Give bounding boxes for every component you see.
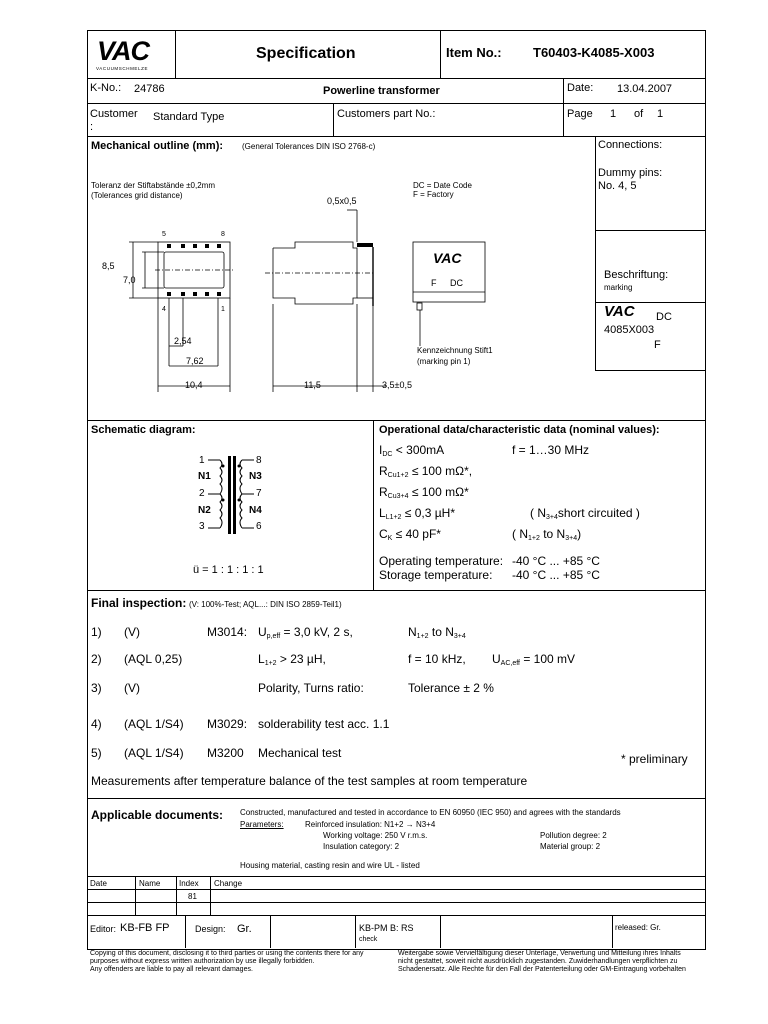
logo-text: VAC <box>97 36 150 66</box>
dummy-pins-value: No. 4, 5 <box>598 180 637 192</box>
customer-colon: : <box>90 121 94 133</box>
change-header-date: Date <box>90 879 107 888</box>
pin-5-label: 5 <box>162 231 166 238</box>
frequency-spec: f = 1…30 MHz <box>512 443 590 457</box>
document-title: Specification <box>256 45 356 62</box>
pin-4-label: 4 <box>162 306 166 313</box>
idc-spec: $I_{DC} < 300mA$ <box>379 443 445 458</box>
date-value: 13.04.2007 <box>617 83 673 95</box>
dummy-pins-label: Dummy pins: <box>598 167 663 179</box>
k-number-label: K-No.: <box>90 82 122 94</box>
mechanical-tolerance-note: (General Tolerances DIN ISO 2768-c) <box>242 142 376 151</box>
top-view-logo: VAC <box>433 250 462 266</box>
schem-pin-6: 6 <box>256 521 262 532</box>
editor-label: Editor: <box>90 924 117 934</box>
item-number-value: T60403-K4085-X003 <box>533 45 655 60</box>
material-group: Material group: 2 <box>540 842 601 851</box>
change-header-index: Index <box>179 879 199 888</box>
design-value: Gr. <box>237 923 252 935</box>
top-view-factory: F <box>431 278 437 288</box>
final-inspection-note: (V: 100%-Test; AQL...: DIN ISO 2859-Teil1) <box>189 600 342 609</box>
winding-n3: N3 <box>249 471 262 482</box>
test-3-tolerance: Tolerance ± 2 % <box>408 681 494 695</box>
test-1-windings: $N_{1+2}$ to $N_{3+4}$ <box>408 625 466 640</box>
pin-1-label: 1 <box>221 306 225 313</box>
label-datecode: DC <box>656 311 672 323</box>
dim-pin-length: 3,5±0,5 <box>382 380 412 390</box>
test-2-qual: (AQL 0,25) <box>124 652 183 666</box>
turns-ratio: ü = 1 : 1 : 1 : 1 <box>193 564 264 576</box>
schem-pin-1: 1 <box>199 455 205 466</box>
marking-pin-de: Kennzeichnung Stift1 <box>417 346 493 355</box>
check-label: check <box>359 936 378 943</box>
label-factory: F <box>654 339 661 351</box>
test-4-number: 4) <box>91 717 102 731</box>
change-row-index: 81 <box>188 892 197 901</box>
test-1-number: 1) <box>91 625 102 639</box>
beschriftung-label: Beschriftung: <box>604 269 669 281</box>
mechanical-drawing <box>87 136 595 420</box>
winding-n2: N2 <box>198 505 211 516</box>
dim-pitch: 2,54 <box>174 336 192 346</box>
test-3-description: Polarity, Turns ratio: <box>258 681 364 695</box>
dim-height-outer: 8,5 <box>102 261 115 271</box>
working-voltage: Working voltage: 250 V r.m.s. <box>323 831 428 840</box>
preliminary-note: * preliminary <box>621 752 688 766</box>
coupling-capacitance-spec: $C_K \le 40$ pF* <box>379 527 441 542</box>
applicable-standards: Constructed, manufactured and tested in accordance to EN 60950 (IEC 950) and agrees with the standards <box>240 808 621 817</box>
schem-pin-2: 2 <box>199 488 205 499</box>
page-of: of <box>634 108 644 120</box>
insulation-category: Insulation category: 2 <box>323 842 400 851</box>
schem-pin-3: 3 <box>199 521 205 532</box>
schem-pin-8: 8 <box>256 455 262 466</box>
dim-row-spacing: 7,62 <box>186 356 204 366</box>
test-2-voltage: $U_{AC,eff} = 100$ mV <box>492 652 576 667</box>
measurements-note: Measurements after temperature balance of the test samples at room temperature <box>91 774 528 788</box>
final-inspection-heading: Final inspection: <box>91 596 187 610</box>
customer-value: Standard Type <box>153 111 225 123</box>
test-5-description: Mechanical test <box>258 746 342 760</box>
copyright-en-3: Any offenders are liable to pay all relevant damages. <box>90 966 253 973</box>
marking-pin-en: (marking pin 1) <box>417 357 471 366</box>
copyright-de-1: Weitergabe sowie Vervielfältigung dieser Unterlage, Verwertung und Mitteilung ihres Inhalts <box>398 950 681 957</box>
date-code-note: DC = Date Code <box>413 181 472 190</box>
copyright-de-3: Schadenersatz. Alle Rechte für den Fall der Patenterteilung oder GM-Eintragung vorbehalten <box>398 966 686 973</box>
test-1-code: M3014: <box>207 625 248 639</box>
test-1-voltage: $U_{p,eff} = 3,0$ kV, 2 s, <box>258 625 353 640</box>
copyright-en-1: Copying of this document, disclosing it to third parties or using the contents there for any <box>90 950 364 957</box>
product-name: Powerline transformer <box>323 85 440 97</box>
pollution-degree: Pollution degree: 2 <box>540 831 607 840</box>
operating-temp-value: -40 °C ... +85 °C <box>512 554 600 568</box>
test-2-inductance: $L_{1+2} > 23$ µH, <box>258 652 326 667</box>
page-number: 1 <box>610 108 617 120</box>
schematic-heading: Schematic diagram: <box>91 424 196 436</box>
marking-label: marking <box>604 283 633 292</box>
coupling-capacitance-note: ( $N_{1+2}$ to $N_{3+4}$) <box>512 527 582 542</box>
editor-value: KB-FB FP <box>120 922 170 934</box>
customers-part-label: Customers part No.: <box>337 108 436 120</box>
storage-temp-value: -40 °C ... +85 °C <box>512 568 600 582</box>
copyright-de-2: nicht gestattet, soweit nicht ausdrücklich zugestanden. Zuwiderhandlungen verpflichten zu <box>398 958 678 965</box>
design-label: Design: <box>195 924 226 934</box>
top-view-datecode: DC <box>450 278 463 288</box>
test-5-qual: (AQL 1/S4) <box>124 746 184 760</box>
factory-note: F = Factory <box>413 190 454 199</box>
test-2-number: 2) <box>91 652 102 666</box>
leakage-inductance-spec: $L_{L1+2} \le 0,3$ µH* <box>379 506 455 521</box>
test-4-description: solderability test acc. 1.1 <box>258 717 390 731</box>
mechanical-heading: Mechanical outline (mm): <box>91 140 224 152</box>
label-code: 4085X003 <box>604 324 655 336</box>
operational-heading: Operational data/characteristic data (nominal values): <box>379 424 660 436</box>
test-2-frequency: f = 10 kHz, <box>408 652 466 666</box>
dim-width: 10,4 <box>185 380 203 390</box>
change-header-change: Change <box>214 879 243 888</box>
date-label: Date: <box>567 82 594 94</box>
dim-length: 11,5 <box>304 380 321 390</box>
housing-material: Housing material, casting resin and wire UL - listed <box>240 861 420 870</box>
applicable-heading: Applicable documents: <box>91 808 224 822</box>
kbpm-label: KB-PM B: RS <box>359 923 414 933</box>
test-1-qual: (V) <box>124 625 140 639</box>
r-cu34-spec: $R_{Cu3+4} \le 100$ mΩ* <box>379 485 469 500</box>
winding-n4: N4 <box>249 505 262 516</box>
pin-8-label: 8 <box>221 231 225 238</box>
operating-temp-label: Operating temperature: <box>379 554 504 568</box>
test-5-code: M3200 <box>207 746 244 760</box>
grid-tolerance-en: (Tolerances grid distance) <box>91 191 183 200</box>
leakage-inductance-note: ( $N_{3+4}short$ circuited ) <box>530 506 640 521</box>
copyright-en-2: purposes without express written authorization by use illegally forbidden. <box>90 958 315 965</box>
r-cu12-spec: $R_{Cu1+2} \le 100$ mΩ*, <box>379 464 473 479</box>
dim-height-inner: 7,0 <box>123 275 136 285</box>
page-total: 1 <box>657 108 664 120</box>
released-label: released: Gr. <box>615 923 661 932</box>
page-label: Page <box>567 108 593 120</box>
storage-temp-label: Storage temperature: <box>379 568 493 582</box>
test-3-qual: (V) <box>124 681 140 695</box>
parameters-label: Parameters: <box>240 820 284 829</box>
grid-tolerance-de: Toleranz der Stiftabstände ±0,2mm <box>91 181 216 190</box>
item-number-label: Item No.: <box>446 45 502 60</box>
reinforced-insulation: Reinforced insulation: N1+2 → N3+4 <box>305 820 436 829</box>
winding-n1: N1 <box>198 471 211 482</box>
connections-heading: Connections: <box>598 139 663 151</box>
label-logo: VAC <box>604 303 635 320</box>
change-header-name: Name <box>139 879 161 888</box>
test-5-number: 5) <box>91 746 102 760</box>
schem-pin-7: 7 <box>256 488 262 499</box>
k-number-value: 24786 <box>134 83 165 95</box>
test-4-qual: (AQL 1/S4) <box>124 717 184 731</box>
dim-pin-size: 0,5x0,5 <box>327 196 357 206</box>
test-4-code: M3029: <box>207 717 248 731</box>
test-3-number: 3) <box>91 681 102 695</box>
customer-label: Customer <box>90 108 138 120</box>
logo-subtitle: VACUUMSCHMELZE <box>96 66 149 71</box>
